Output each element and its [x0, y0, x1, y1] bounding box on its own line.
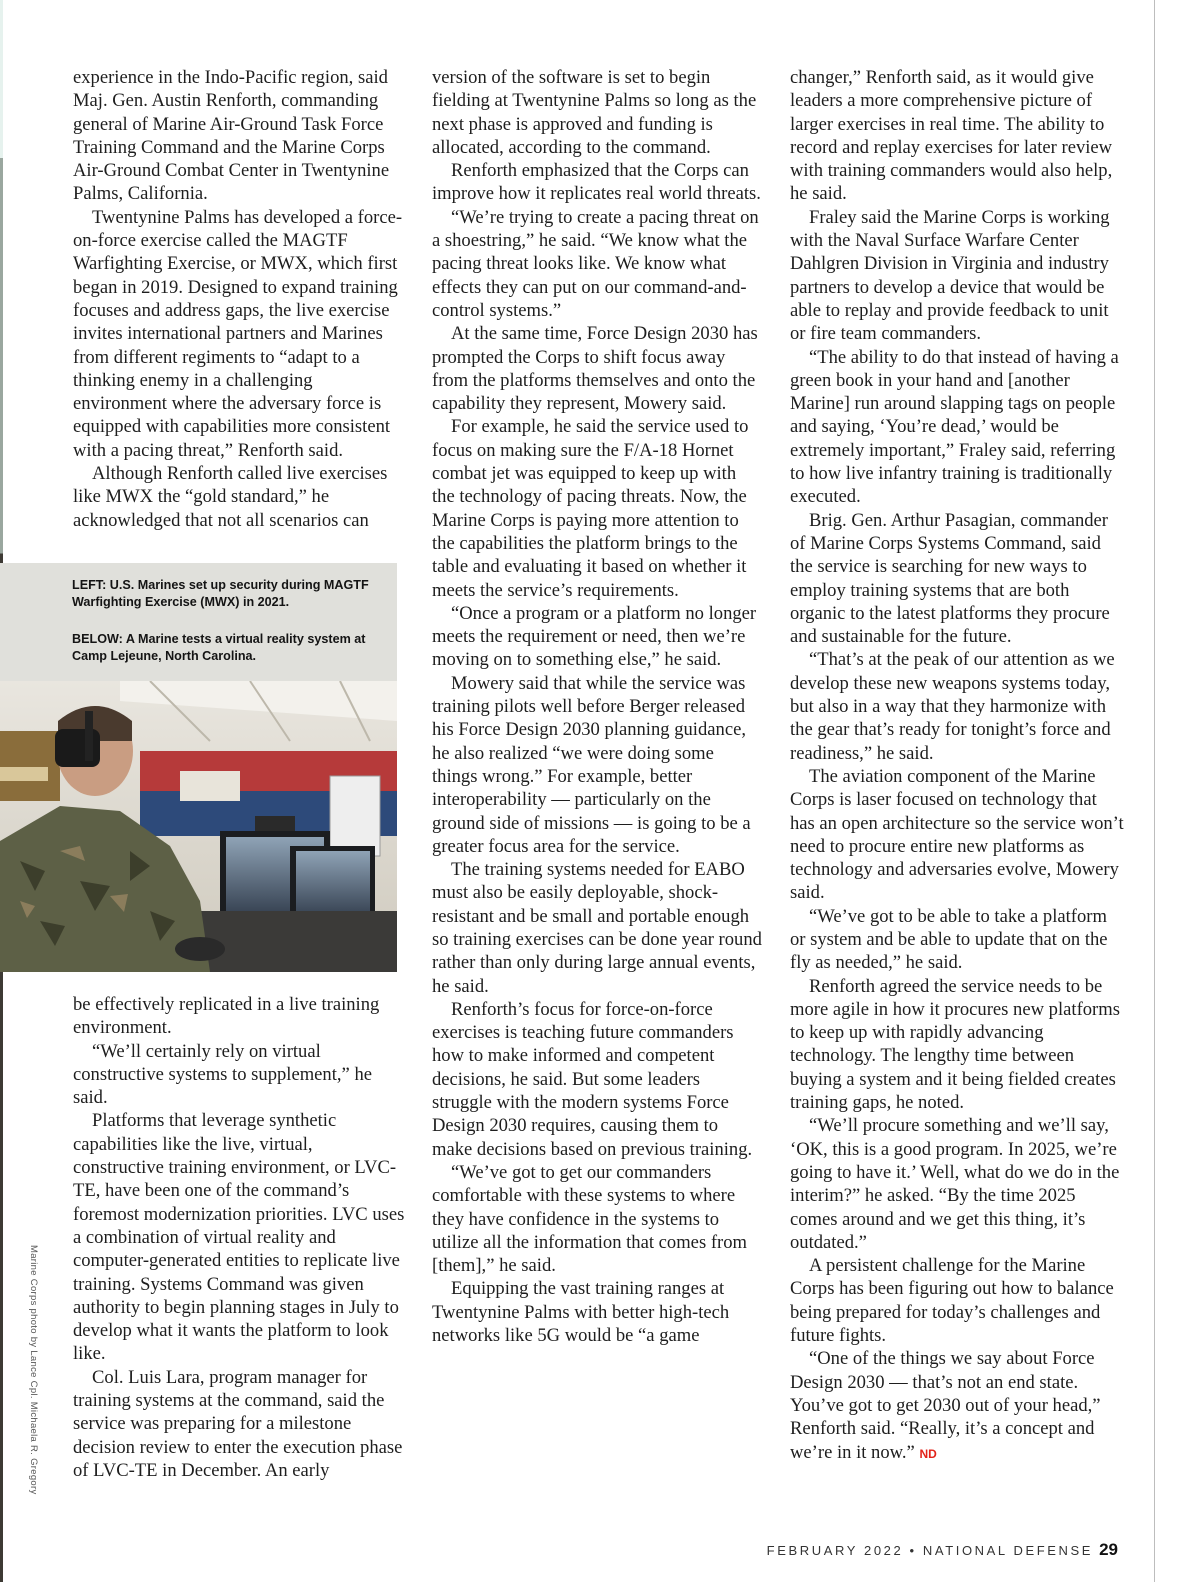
article-column-1-bottom — [73, 993, 408, 1482]
paragraph: Brig. Gen. Arthur Pasagian, commander of Marine Corps Systems Command, said the service is searching for new ways to employ training systems that are both organic to the latest platforms they procure and sustainable for the future. — [790, 509, 1110, 648]
paragraph: version of the software is set to begin fielding at Twentynine Palms so long as the next phase is approved and funding is allocated, according to the command. — [432, 67, 757, 158]
paragraph: “That’s at the peak of our attention as we develop these new weapons systems today, but also in a way that they harmonize with the gear that’s ready for tonight’s force and readiness,” he said. — [790, 649, 1115, 764]
paragraph: Equipping the vast training ranges at Twentynine Palms with better high-tech networks like 5G would be “a game — [432, 1278, 730, 1347]
paragraph: Renforth emphasized that the Corps can improve how it replicates real world threats. — [432, 160, 761, 205]
paragraph: Platforms that leverage synthetic capabilities like the live, virtual, constructive training environment, or LVC-TE, have been one of the command’s foremost modernization priorities. LVC uses a combination of virtual reality and computer-generated entities to replicate live training. Systems Command was given authority to begin planning stages in July to develop what it wants the platform to look like. — [73, 1110, 405, 1365]
paragraph: Twentynine Palms has developed a force-on-force exercise called the MAGTF Warfighting Exercise, or MWX, which first began in 2019. Designed to expand training focuses and address gaps, the live exercise invites international partners and Marines from different regiments to “adapt to a thinking enemy in a challenging environment where the adversary force is equipped with capabilities more consistent with a pacing threat,” Renforth said. — [73, 206, 403, 461]
paragraph: “We’ve got to be able to take a platform or system and be able to update that on the fly as needed,” he said. — [790, 905, 1108, 974]
photo-credit: Marine Corps photo by Lance Cpl. Michaela R. Gregory — [28, 1245, 39, 1495]
paragraph: experience in the Indo-Pacific region, said Maj. Gen. Austin Renforth, commanding general of Marine Air-Ground Task Force Training Command and the Marine Corps Air-Ground Combat Center in Twentynine Palms, California. — [73, 67, 390, 205]
paragraph: Renforth’s focus for force-on-force exercises is teaching future commanders how to make informed and competent decisions, he said. But some leaders struggle with the modern systems Force Design 2030 requires, causing them to make decisions based on previous training. — [432, 998, 753, 1160]
caption-left: LEFT: U.S. Marines set up security during MAGTF Warfighting Exercise (MWX) in 2021. — [72, 578, 369, 609]
paragraph: “We’ve got to get our commanders comfortable with these systems to where they have confidence in the systems to utilize all the information that comes from [them],” he said. — [432, 1161, 747, 1277]
paragraph: Fraley said the Marine Corps is working with the Naval Surface Warfare Center Dahlgren Division in Virginia and industry partners to develop a device that would be able to replay and provide feedback to unit or fire team commanders. — [790, 206, 1110, 345]
end-mark: ND — [919, 1446, 937, 1461]
paragraph: Col. Luis Lara, program manager for training systems at the command, said the service was preparing for a milestone decision review to enter the execution phase of LVC-TE in December. An early — [73, 1366, 403, 1481]
paragraph: The training systems needed for EABO must also be easily deployable, shock-resistant and be small and portable enough so training exercises can be done year round rather than only during large annual events, he said. — [432, 859, 762, 997]
paragraph: changer,” Renforth said, as it would give leaders a more comprehensive picture of larger exercises in real time. The ability to record and replay exercises for later review with training commanders would also help, he said. — [790, 67, 1113, 205]
paragraph-text: “One of the things we say about Force Design 2030 — that’s not an end state. You’ve got to get 2030 out of your head,” Renforth said. “Really, it’s a concept and we’re in it now.” — [790, 1348, 1101, 1463]
page-edge-right — [1154, 0, 1155, 1582]
photo-illustration — [0, 681, 397, 972]
footer-issue: FEBRUARY 2022 • NATIONAL DEFENSE — [766, 1543, 1094, 1558]
paragraph: A persistent challenge for the Marine Corps has been figuring out how to balance being prepared for today’s challenges and future fights. — [790, 1255, 1114, 1347]
vr-training-photo — [0, 681, 397, 972]
article-column-3 — [790, 66, 1125, 1466]
paragraph: Although Renforth called live exercises like MWX the “gold standard,” he acknowledged that not all scenarios can — [73, 463, 388, 531]
paragraph: At the same time, Force Design 2030 has prompted the Corps to shift focus away from the platforms themselves and onto the capability they represent, Mowery said. — [432, 323, 758, 415]
paragraph — [790, 1347, 1125, 1465]
paragraph: The aviation component of the Marine Corps is laser focused on technology that has an open architecture so the service won’t need to procure entire new platforms as technology and adversaries evolve, Mowery said. — [790, 765, 1124, 904]
paragraph: “We’ll procure something and we’ll say, ‘OK, this is a good program. In 2025, we’re going to have it.’ Well, what do we do in the interim?” he asked. “By the time 2025 comes around and we get this thing, it’s outdated.” — [790, 1115, 1120, 1253]
paragraph: “We’ll certainly rely on virtual constructive systems to supplement,” he said. — [73, 1040, 372, 1109]
paragraph: Renforth agreed the service needs to be more agile in how it procures new platforms to keep up with rapidly advancing technology. The lengthy time between buying a system and it being fielded creates training gaps, he noted. — [790, 975, 1120, 1114]
paragraph: “The ability to do that instead of having a green book in your hand and [another Marine] run around slapping tags on people and saying, ‘You’re dead,’ would be extremely important,” Fraley said, referring to how live infantry training is traditionally executed. — [790, 346, 1119, 508]
article-column-2 — [432, 66, 762, 1347]
caption-box — [0, 563, 397, 681]
paragraph: For example, he said the service used to focus on making sure the F/A-18 Hornet combat jet was equipped to keep up with the technology of pacing threats. Now, the Marine Corps is paying more attention to the capabilities the platform brings to the table and evaluating it based on whether it meets the service’s requirements. — [432, 416, 749, 601]
article-column-1-top — [73, 66, 403, 532]
paragraph: be effectively replicated in a live training environment. — [73, 994, 380, 1039]
page-number: 29 — [1099, 1540, 1118, 1559]
paragraph: “We’re trying to create a pacing threat on a shoestring,” he said. “We know what the pacing threat looks like. We know what effects they can put on our command-and-control systems.” — [432, 206, 759, 321]
paragraph: Mowery said that while the service was training pilots well before Berger released his Force Design 2030 planning guidance, he also realized “we were doing some things wrong.” For example, better interoperability — particularly on the ground side of missions — is going to be a greater focus area for the service. — [432, 672, 751, 857]
paragraph: “Once a program or a platform no longer meets the requirement or need, then we’re moving on to something else,” he said. — [432, 602, 757, 671]
page-footer — [767, 1540, 1118, 1560]
caption-below: BELOW: A Marine tests a virtual reality system at Camp Lejeune, North Carolina. — [72, 632, 366, 663]
